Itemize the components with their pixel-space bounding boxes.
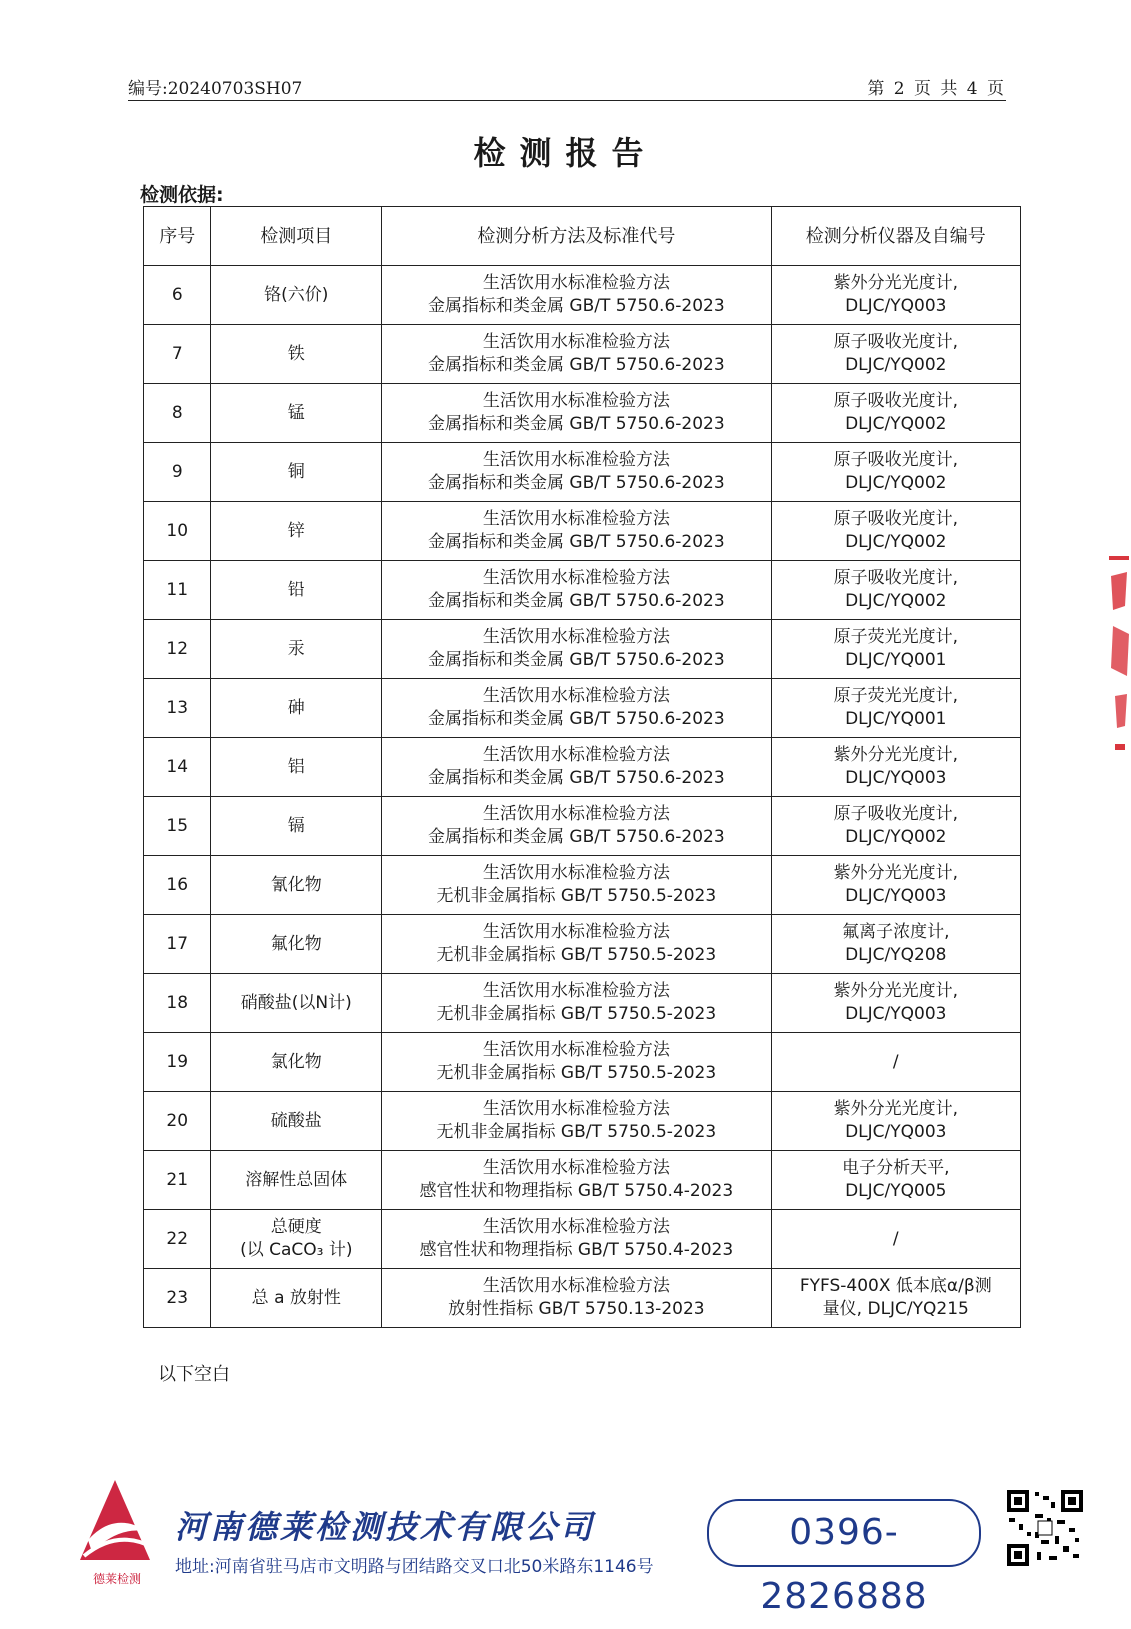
instrument-line: 紫外分光光度计, <box>833 981 958 1001</box>
method-cell <box>382 502 771 561</box>
instrument-cell <box>771 620 1020 679</box>
method-cell <box>382 856 771 915</box>
test-item-name: 镉 <box>287 815 305 836</box>
instrument-line: 原子吸收光度计, <box>833 391 958 411</box>
method-line: 生活饮用水标准检验方法 <box>482 745 670 765</box>
logo-caption: 德莱检测 <box>92 1572 141 1586</box>
table-body <box>144 266 1021 1328</box>
row-number: 10 <box>144 502 211 561</box>
row-number: 22 <box>144 1210 211 1269</box>
instrument-line: 原子吸收光度计, <box>833 450 958 470</box>
method-cell <box>382 738 771 797</box>
instrument-line: / <box>892 1228 899 1249</box>
method-line: 金属指标和类金属 GB/T 5750.6-2023 <box>428 532 725 552</box>
header-no: 序号 <box>144 207 211 266</box>
method-line: 生活饮用水标准检验方法 <box>482 1217 670 1237</box>
method-cell <box>382 679 771 738</box>
instrument-cell <box>771 679 1020 738</box>
table-row <box>144 325 1021 384</box>
test-item-name: 总 a 放射性 <box>251 1287 341 1308</box>
test-item-name: 铬(六价) <box>264 284 329 305</box>
test-item <box>211 384 382 443</box>
instrument-line: 紫外分光光度计, <box>833 863 958 883</box>
instrument-cell <box>771 856 1020 915</box>
instrument-line: 原子荧光光度计, <box>833 627 958 647</box>
instrument-line: / <box>892 1051 899 1072</box>
instrument-cell <box>771 974 1020 1033</box>
table-row <box>144 502 1021 561</box>
test-item-name: 砷 <box>287 697 305 718</box>
instrument-line: DLJC/YQ002 <box>845 532 947 552</box>
method-line: 感官性状和物理指标 GB/T 5750.4-2023 <box>419 1240 734 1260</box>
test-item <box>211 1210 382 1269</box>
row-number: 14 <box>144 738 211 797</box>
header-item: 检测项目 <box>211 207 382 266</box>
method-line: 生活饮用水标准检验方法 <box>482 1158 670 1178</box>
test-item-name: 硫酸盐 <box>270 1110 322 1131</box>
basis-label: 检测依据: <box>140 184 224 206</box>
report-number: 编号:20240703SH07 <box>128 79 303 99</box>
instrument-cell <box>771 502 1020 561</box>
instrument-line: 原子吸收光度计, <box>833 332 958 352</box>
instrument-line: DLJC/YQ003 <box>845 1122 947 1142</box>
table-row <box>144 915 1021 974</box>
row-number: 16 <box>144 856 211 915</box>
page-indicator: 第 2 页 共 4 页 <box>867 79 1006 99</box>
test-item <box>211 856 382 915</box>
instrument-cell <box>771 1092 1020 1151</box>
test-item-name: 铅 <box>287 579 305 600</box>
row-number: 21 <box>144 1151 211 1210</box>
instrument-cell <box>771 384 1020 443</box>
company-name: 河南德莱检测技术有限公司 <box>175 1508 596 1546</box>
method-line: 生活饮用水标准检验方法 <box>482 922 670 942</box>
row-number: 19 <box>144 1033 211 1092</box>
instrument-line: DLJC/YQ002 <box>845 473 947 493</box>
method-line: 生活饮用水标准检验方法 <box>482 391 670 411</box>
test-item-name: 锰 <box>287 402 305 423</box>
method-line: 无机非金属指标 GB/T 5750.5-2023 <box>436 945 717 965</box>
method-cell <box>382 974 771 1033</box>
test-item-name: 氯化物 <box>270 1051 322 1072</box>
test-item-name: 铜 <box>287 461 305 482</box>
row-number: 12 <box>144 620 211 679</box>
test-item <box>211 1092 382 1151</box>
method-line: 金属指标和类金属 GB/T 5750.6-2023 <box>428 768 725 788</box>
method-line: 无机非金属指标 GB/T 5750.5-2023 <box>436 886 717 906</box>
instrument-line: 氟离子浓度计, <box>842 922 950 942</box>
method-line: 生活饮用水标准检验方法 <box>482 1040 670 1060</box>
method-line: 无机非金属指标 GB/T 5750.5-2023 <box>436 1122 717 1142</box>
method-line: 金属指标和类金属 GB/T 5750.6-2023 <box>428 473 725 493</box>
test-item-name: 汞 <box>287 638 305 659</box>
row-number: 11 <box>144 561 211 620</box>
row-number: 15 <box>144 797 211 856</box>
instrument-line: 紫外分光光度计, <box>833 273 958 293</box>
test-item <box>211 325 382 384</box>
method-line: 生活饮用水标准检验方法 <box>482 568 670 588</box>
method-cell <box>382 1210 771 1269</box>
row-number: 20 <box>144 1092 211 1151</box>
table-row <box>144 1033 1021 1092</box>
table-row <box>144 266 1021 325</box>
instrument-line: DLJC/YQ001 <box>845 650 947 670</box>
table-row <box>144 384 1021 443</box>
method-line: 生活饮用水标准检验方法 <box>482 332 670 352</box>
table-row <box>144 561 1021 620</box>
method-cell <box>382 797 771 856</box>
header-instrument: 检测分析仪器及自编号 <box>771 207 1020 266</box>
instrument-line: DLJC/YQ002 <box>845 591 947 611</box>
method-cell <box>382 384 771 443</box>
instrument-line: FYFS-400X 低本底α/β测 <box>799 1276 992 1296</box>
test-item <box>211 1269 382 1328</box>
qr-code-icon <box>1005 1488 1085 1568</box>
instrument-cell <box>771 443 1020 502</box>
instrument-line: DLJC/YQ003 <box>845 768 947 788</box>
instrument-cell <box>771 1151 1020 1210</box>
method-line: 无机非金属指标 GB/T 5750.5-2023 <box>436 1063 717 1083</box>
test-item-name: 硝酸盐(以N计) <box>240 992 352 1013</box>
test-item-note: (以 CaCO₃ 计) <box>240 1240 353 1260</box>
report-header <box>128 72 1006 101</box>
method-line: 金属指标和类金属 GB/T 5750.6-2023 <box>428 414 725 434</box>
method-line: 金属指标和类金属 GB/T 5750.6-2023 <box>428 827 725 847</box>
instrument-cell <box>771 1033 1020 1092</box>
row-number: 17 <box>144 915 211 974</box>
instrument-line: DLJC/YQ005 <box>845 1181 947 1201</box>
method-line: 生活饮用水标准检验方法 <box>482 686 670 706</box>
test-item <box>211 1151 382 1210</box>
method-line: 无机非金属指标 GB/T 5750.5-2023 <box>436 1004 717 1024</box>
instrument-cell <box>771 797 1020 856</box>
method-cell <box>382 561 771 620</box>
row-number: 7 <box>144 325 211 384</box>
instrument-line: DLJC/YQ003 <box>845 886 947 906</box>
instrument-line: DLJC/YQ208 <box>845 945 947 965</box>
test-item <box>211 443 382 502</box>
test-item-name: 氟化物 <box>270 933 322 954</box>
instrument-line: 电子分析天平, <box>842 1158 950 1178</box>
method-line: 生活饮用水标准检验方法 <box>482 627 670 647</box>
instrument-cell <box>771 738 1020 797</box>
method-cell <box>382 443 771 502</box>
method-line: 生活饮用水标准检验方法 <box>482 1276 670 1296</box>
company-logo-icon <box>70 1470 160 1570</box>
instrument-line: DLJC/YQ002 <box>845 827 947 847</box>
method-line: 生活饮用水标准检验方法 <box>482 450 670 470</box>
method-cell <box>382 1151 771 1210</box>
table-row <box>144 738 1021 797</box>
test-item-name: 铁 <box>287 343 305 364</box>
method-line: 生活饮用水标准检验方法 <box>482 804 670 824</box>
test-item <box>211 915 382 974</box>
method-line: 生活饮用水标准检验方法 <box>482 273 670 293</box>
method-cell <box>382 1092 771 1151</box>
row-number: 8 <box>144 384 211 443</box>
test-item <box>211 974 382 1033</box>
table-row <box>144 1269 1021 1328</box>
method-line: 金属指标和类金属 GB/T 5750.6-2023 <box>428 355 725 375</box>
method-cell <box>382 1033 771 1092</box>
method-line: 放射性指标 GB/T 5750.13-2023 <box>448 1299 705 1319</box>
table-row <box>144 443 1021 502</box>
test-item-name: 氰化物 <box>270 874 322 895</box>
table-row <box>144 620 1021 679</box>
instrument-line: 紫外分光光度计, <box>833 745 958 765</box>
instrument-cell <box>771 915 1020 974</box>
method-line: 生活饮用水标准检验方法 <box>482 1099 670 1119</box>
method-cell <box>382 266 771 325</box>
row-number: 18 <box>144 974 211 1033</box>
test-item <box>211 797 382 856</box>
seal-stamp-edge <box>1103 556 1131 766</box>
instrument-line: DLJC/YQ003 <box>845 296 947 316</box>
table-row <box>144 679 1021 738</box>
report-title: 检测报告 <box>473 134 658 172</box>
test-item <box>211 679 382 738</box>
company-phone: 0396-2826888 <box>707 1499 981 1567</box>
instrument-line: DLJC/YQ001 <box>845 709 947 729</box>
header-method: 检测分析方法及标准代号 <box>382 207 771 266</box>
instrument-line: DLJC/YQ002 <box>845 355 947 375</box>
instrument-line: DLJC/YQ002 <box>845 414 947 434</box>
test-item-name: 锌 <box>287 520 305 541</box>
test-item-name: 溶解性总固体 <box>245 1169 348 1190</box>
method-line: 生活饮用水标准检验方法 <box>482 863 670 883</box>
instrument-line: 原子荧光光度计, <box>833 686 958 706</box>
method-cell <box>382 915 771 974</box>
instrument-cell <box>771 561 1020 620</box>
instrument-line: 量仪, DLJC/YQ215 <box>822 1299 969 1319</box>
test-item-name: 总硬度 <box>270 1217 322 1237</box>
table-row <box>144 1092 1021 1151</box>
row-number: 23 <box>144 1269 211 1328</box>
method-line: 金属指标和类金属 GB/T 5750.6-2023 <box>428 650 725 670</box>
table-row <box>144 1151 1021 1210</box>
method-line: 金属指标和类金属 GB/T 5750.6-2023 <box>428 591 725 611</box>
method-line: 金属指标和类金属 GB/T 5750.6-2023 <box>428 709 725 729</box>
blank-note: 以下空白 <box>158 1364 230 1385</box>
test-item <box>211 502 382 561</box>
method-line: 感官性状和物理指标 GB/T 5750.4-2023 <box>419 1181 734 1201</box>
test-item <box>211 620 382 679</box>
instrument-line: 原子吸收光度计, <box>833 568 958 588</box>
test-item <box>211 266 382 325</box>
table-row <box>144 974 1021 1033</box>
row-number: 9 <box>144 443 211 502</box>
instrument-cell <box>771 266 1020 325</box>
method-line: 生活饮用水标准检验方法 <box>482 981 670 1001</box>
instrument-cell <box>771 1269 1020 1328</box>
testing-basis-table <box>143 206 1021 1328</box>
company-address: 地址:河南省驻马店市文明路与团结路交叉口北50米路东1146号 <box>175 1557 654 1577</box>
test-item <box>211 561 382 620</box>
instrument-cell <box>771 325 1020 384</box>
table-row <box>144 1210 1021 1269</box>
test-item <box>211 1033 382 1092</box>
method-line: 生活饮用水标准检验方法 <box>482 509 670 529</box>
table-row <box>144 856 1021 915</box>
instrument-line: 紫外分光光度计, <box>833 1099 958 1119</box>
method-cell <box>382 620 771 679</box>
table-header-row <box>144 207 1021 266</box>
row-number: 6 <box>144 266 211 325</box>
instrument-line: 原子吸收光度计, <box>833 509 958 529</box>
row-number: 13 <box>144 679 211 738</box>
test-item <box>211 738 382 797</box>
method-line: 金属指标和类金属 GB/T 5750.6-2023 <box>428 296 725 316</box>
instrument-line: DLJC/YQ003 <box>845 1004 947 1024</box>
instrument-line: 原子吸收光度计, <box>833 804 958 824</box>
test-item-name: 铝 <box>287 756 305 777</box>
table-row <box>144 797 1021 856</box>
method-cell <box>382 1269 771 1328</box>
instrument-cell <box>771 1210 1020 1269</box>
method-cell <box>382 325 771 384</box>
